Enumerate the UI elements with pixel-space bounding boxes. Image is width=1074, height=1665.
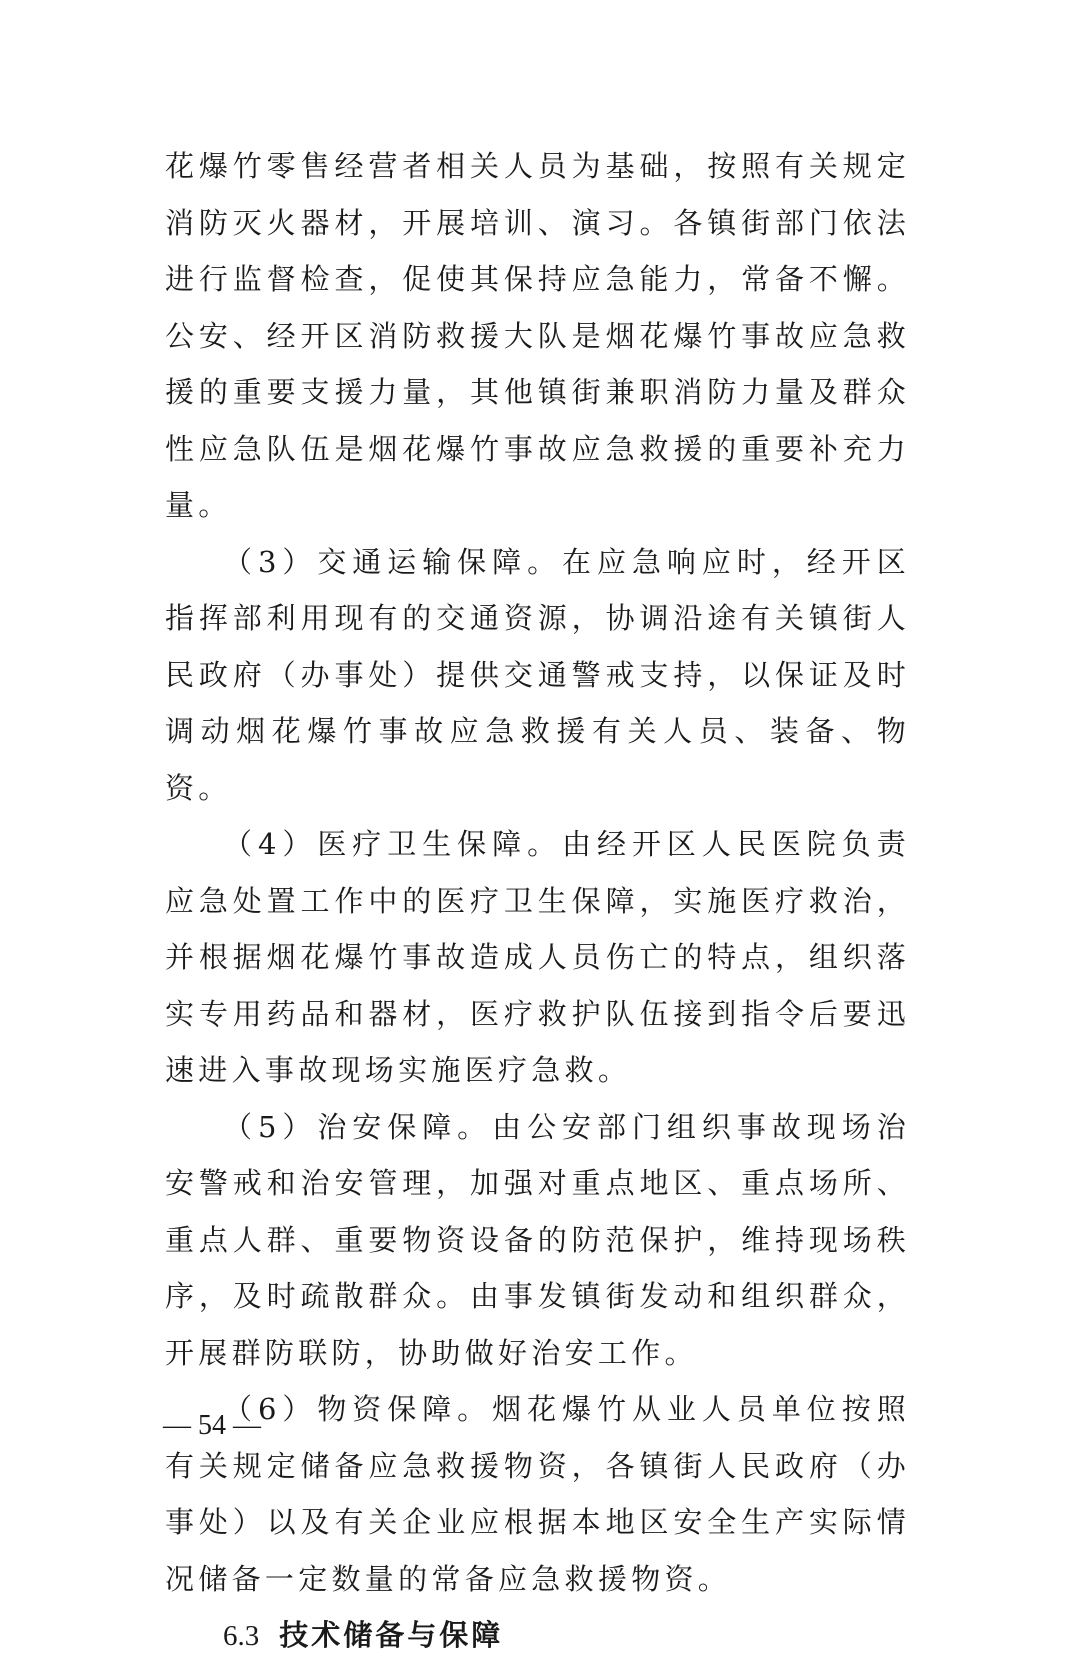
body-text xyxy=(165,138,910,1665)
section-title: 技术储备与保障 xyxy=(279,1618,504,1652)
section-heading xyxy=(165,1607,910,1665)
paragraph-medical-support: （4）医疗卫生保障。由经开区人民医院负责应急处置工作中的医疗卫生保障，实施医疗救治，并根据烟花爆竹事故造成人员伤亡的特点，组织落实专用药品和器材，医疗救护队伍接到指令后要迅速进入事故现场实施医疗急救。 xyxy=(165,827,910,1087)
page-number: — 54 — xyxy=(163,1410,261,1441)
paragraph-supplies-support: （6）物资保障。烟花爆竹从业人员单位按照有关规定储备应急救援物资，各镇街人民政府（办事处）以及有关企业应根据本地区安全生产实际情况储备一定数量的常备应急救援物资。 xyxy=(165,1392,910,1596)
paragraph-transport-support: （3）交通运输保障。在应急响应时，经开区指挥部利用现有的交通资源，协调沿途有关镇街人民政府（办事处）提供交通警戒支持，以保证及时调动烟花爆竹事故应急救援有关人员、装备、物资。 xyxy=(165,544,910,805)
paragraph-continuation: 花爆竹零售经营者相关人员为基础，按照有关规定消防灭火器材，开展培训、演习。各镇街部门依法进行监督检查，促使其保持应急能力，常备不懈。公安、经开区消防救援大队是烟花爆竹事故应急救援的重要支援力量，其他镇街兼职消防力量及群众性应急队伍是烟花爆竹事故应急救援的重要补充力量。 xyxy=(165,149,910,522)
paragraph-security-support: （5）治安保障。由公安部门组织事故现场治安警戒和治安管理，加强对重点地区、重点场所、重点人群、重要物资设备的防范保护，维持现场秩序，及时疏散群众。由事发镇街发动和组织群众，开展群防联防，协助做好治安工作。 xyxy=(165,1109,910,1370)
section-number: 6.3 xyxy=(223,1620,260,1652)
